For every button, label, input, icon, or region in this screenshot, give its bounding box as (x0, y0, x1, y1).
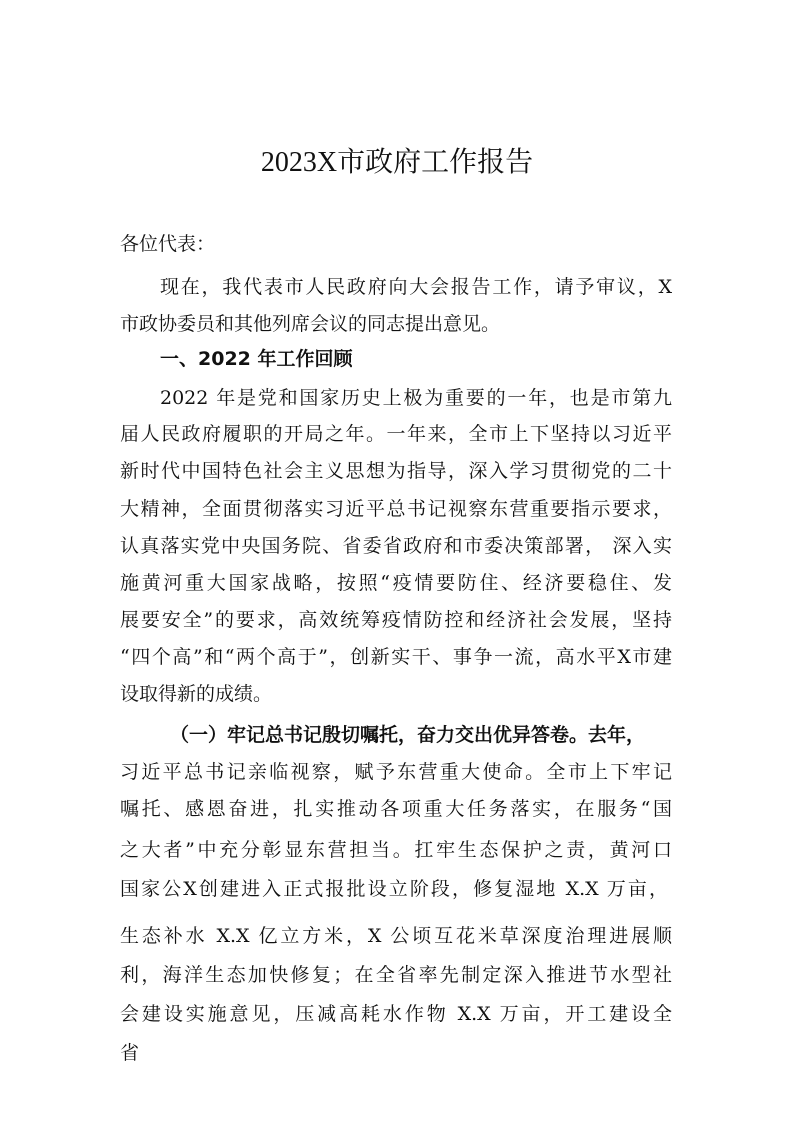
paragraph-line: 会建设实施意见，压减高耗水作物 X.X 万亩，开工建设全 (120, 1003, 672, 1025)
paragraph-line: 国家公X创建进入正式报批设立阶段，修复湿地 X.X 万亩， (120, 878, 668, 900)
salutation: 各位代表： (120, 233, 216, 255)
paragraph-line: 新时代中国特色社会主义思想为指导，深入学习贯彻党的二十 (120, 460, 672, 482)
paragraph-line: 嘱托、感恩奋进，扎实推动各项重大任务落实，在服务“国 (120, 798, 672, 820)
subsection-heading: （一）牢记总书记殷切嘱托，奋力交出优异答卷。去年， (170, 724, 646, 746)
paragraph-line: 省 (120, 1042, 140, 1064)
paragraph-line: 大精神，全面贯彻落实习近平总书记视察东营重要指示要求， (120, 498, 672, 520)
paragraph-line: 认真落实党中央国务院、省委省政府和市委决策部署， 深入实 (120, 535, 672, 557)
paragraph-line: 市政协委员和其他列席会议的同志提出意见。 (120, 313, 501, 335)
paragraph-line: “四个高”和“两个高于”，创新实干、事争一流，高水平X市建 (120, 646, 672, 668)
paragraph-line: 生态补水 X.X 亿立方米，X 公顷互花米草深度治理进展顺 (120, 925, 672, 947)
document-title: 2023X市政府工作报告 (260, 147, 534, 178)
section-heading: 一、2022 年工作回顾 (160, 348, 353, 370)
paragraph-line: 利，海洋生态加快修复；在全省率先制定深入推进节水型社 (120, 964, 672, 986)
paragraph-line: 2022 年是党和国家历史上极为重要的一年，也是市第九 (160, 387, 672, 409)
paragraph-line: 习近平总书记亲临视察，赋予东营重大使命。全市上下牢记 (120, 761, 672, 783)
paragraph-line: 现在，我代表市人民政府向大会报告工作，请予审议，X (160, 276, 672, 298)
paragraph-line: 届人民政府履职的开局之年。一年来，全市上下坚持以习近平 (120, 423, 672, 445)
paragraph-line: 设取得新的成绩。 (120, 683, 273, 705)
paragraph-line: 展要安全”的要求，高效统筹疫情防控和经济社会发展，坚持 (120, 609, 672, 631)
paragraph-line: 施黄河重大国家战略，按照“疫情要防住、经济要稳住、发 (120, 572, 672, 594)
paragraph-line: 之大者”中充分彰显东营担当。扛牢生态保护之责，黄河口 (120, 839, 672, 861)
